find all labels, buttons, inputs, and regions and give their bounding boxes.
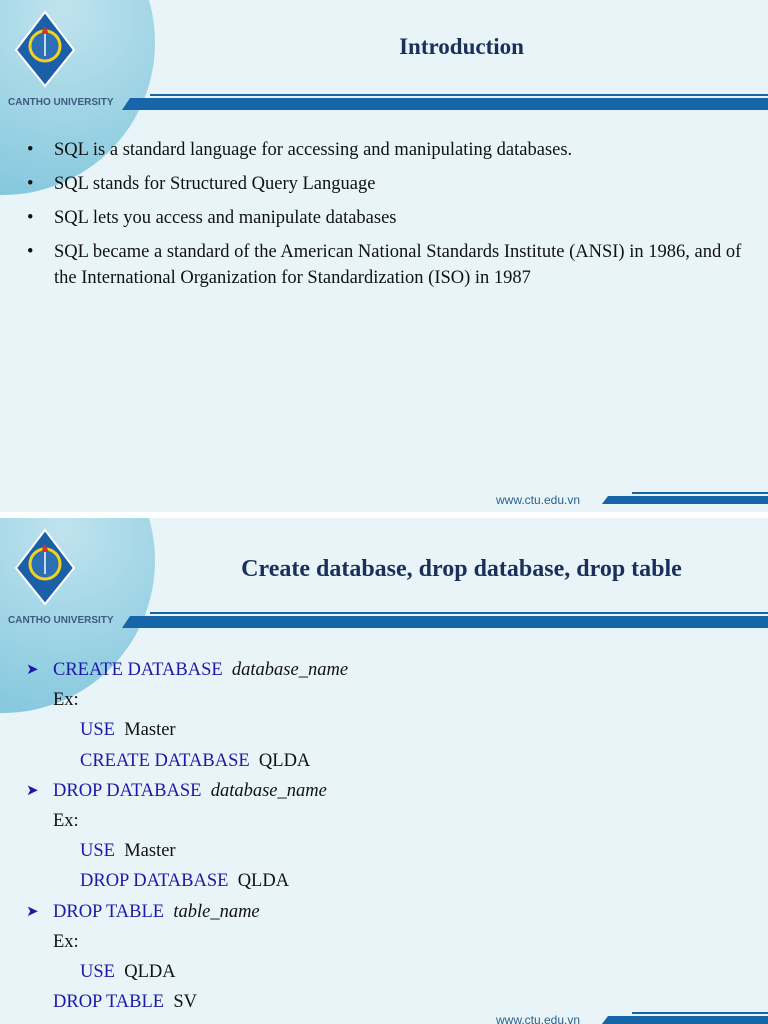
- code-line: [80, 960, 176, 984]
- bullet-text: SQL stands for Structured Query Language: [54, 174, 376, 194]
- sql-keyword: USE: [80, 962, 115, 982]
- bullet-item: [27, 171, 754, 197]
- slide-create-drop: [0, 518, 768, 1024]
- code-text: table_name: [173, 901, 260, 922]
- sql-keyword: DROP DATABASE: [80, 871, 229, 892]
- sql-keyword: USE: [80, 841, 115, 862]
- bullet-icon: •: [27, 242, 34, 262]
- arrow-bullet-icon: ➤: [26, 782, 39, 799]
- slide-title: Introduction: [399, 34, 524, 59]
- footer-url: www.ctu.edu.vn: [496, 1013, 581, 1024]
- arrow-bullet-icon: ➤: [26, 662, 39, 678]
- header-line: [150, 94, 768, 96]
- code-text: Master: [124, 720, 176, 741]
- bullet-item: [27, 205, 754, 231]
- code-line: [53, 809, 79, 833]
- code-text: Master: [124, 841, 176, 862]
- code-text: database_name: [210, 780, 327, 801]
- code-line: [80, 869, 289, 893]
- sql-keyword: DROP TABLE: [53, 992, 165, 1013]
- code-line: [53, 688, 79, 712]
- sql-keyword: DROP DATABASE: [53, 780, 202, 801]
- footer-line: [632, 1012, 768, 1014]
- university-logo: [14, 528, 76, 606]
- code-line: [26, 658, 349, 682]
- code-text: Ex:: [53, 811, 79, 831]
- bullet-text: SQL lets you access and manipulate databases: [54, 208, 397, 228]
- code-line: [80, 718, 176, 742]
- bullet-item: [27, 239, 754, 291]
- bullet-icon: •: [27, 140, 34, 160]
- code-line: [80, 749, 310, 773]
- code-line: [26, 779, 327, 803]
- code-text: Ex:: [53, 690, 79, 711]
- code-text: QLDA: [258, 750, 311, 771]
- code-text: QLDA: [124, 962, 176, 982]
- bullet-icon: •: [27, 208, 34, 228]
- code-text: database_name: [231, 660, 349, 680]
- bullet-text: SQL became a standard of the American National Standards Institute (ANSI) in 1986, and of the International Organization for Standardization (ISO) in 1987: [54, 242, 742, 288]
- university-name: CANTHO UNIVERSITY: [8, 97, 114, 108]
- slide-title: Create database, drop database, drop table: [241, 556, 682, 582]
- arrow-bullet-icon: ➤: [26, 903, 39, 920]
- sql-keyword: CREATE DATABASE: [80, 750, 250, 771]
- code-line: [53, 990, 197, 1014]
- header-bar: [122, 98, 768, 110]
- footer-bar: [602, 1016, 768, 1024]
- code-text: SV: [173, 992, 197, 1013]
- sql-keyword: USE: [80, 720, 115, 741]
- sql-keyword: CREATE DATABASE: [53, 660, 223, 680]
- footer-line: [632, 492, 768, 494]
- footer-url: www.ctu.edu.vn: [496, 493, 581, 507]
- bullet-text: SQL is a standard language for accessing and manipulating databases.: [54, 140, 573, 160]
- university-logo: [14, 10, 76, 88]
- code-text: QLDA: [237, 871, 290, 892]
- sql-keyword: DROP TABLE: [53, 901, 165, 922]
- header-bar: [122, 616, 768, 628]
- code-line: [26, 900, 260, 924]
- bullet-icon: •: [27, 174, 34, 194]
- university-name: CANTHO UNIVERSITY: [8, 615, 114, 626]
- header-line: [150, 612, 768, 614]
- code-line: [80, 839, 176, 863]
- code-line: [53, 930, 79, 954]
- bullet-item: [27, 137, 754, 163]
- footer-bar: [602, 496, 768, 504]
- code-text: Ex:: [53, 931, 79, 952]
